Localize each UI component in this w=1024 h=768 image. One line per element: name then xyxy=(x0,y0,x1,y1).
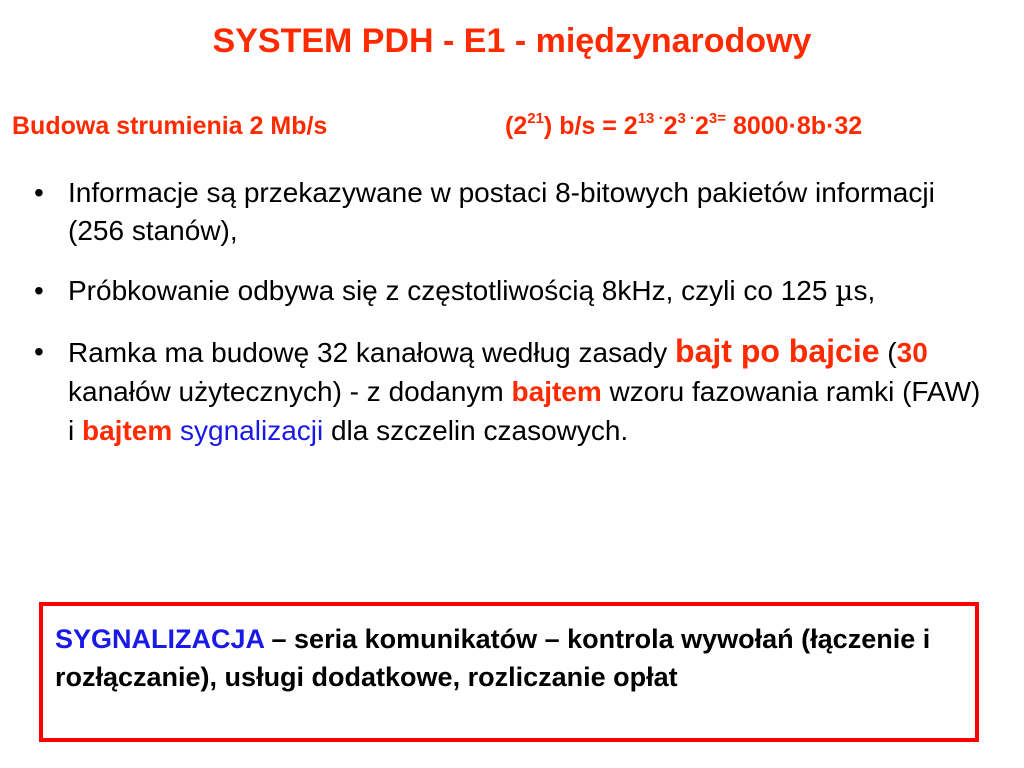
bullet-dot: • xyxy=(34,336,44,367)
bullet-dot: • xyxy=(34,177,44,208)
bitrate-formula: $(2^{21}) b/s = 2^{13}$ $^\cdot 2^3$ $^\cdot 2^{3=}$ 8000·8b·32 xyxy=(505,110,863,140)
bullet-dot: • xyxy=(34,275,44,306)
bullet-text: Próbkowanie odbywa się z częstotliwością 8kHz, czyli co 125 µs, xyxy=(68,274,876,307)
byte-emphasis-signaling: bajtem xyxy=(82,415,173,446)
byte-emphasis-faw: bajtem xyxy=(511,376,602,407)
bullet-list xyxy=(34,174,994,450)
channels-count: 30 xyxy=(896,337,928,368)
bullet-item-packets xyxy=(34,174,994,250)
signaling-term-box: SYGNALIZACJA xyxy=(55,624,265,654)
stream-structure-label: Budowa strumienia 2 Mb/s xyxy=(12,112,328,140)
stream-structure-heading xyxy=(12,110,863,141)
slide-title: SYSTEM PDH - E1 - międzynarodowy xyxy=(212,22,812,60)
bullet-item-frame xyxy=(34,332,994,450)
bullet-text: Ramka ma budowę 32 kanałową według zasady bajt po bajcie (30 kanałów użytecznych) - z dodanym bajtem wzoru fazowania ramki (FAW) i bajtem sygnalizacji dla szczelin czasowych. xyxy=(68,333,981,446)
bullet-item-sampling xyxy=(34,272,994,310)
signaling-definition-box xyxy=(39,602,979,742)
byte-by-byte-emphasis: bajt po bajcie xyxy=(675,333,880,369)
signaling-term: sygnalizacji xyxy=(180,415,324,446)
signaling-definition: – seria komunikatów – kontrola wywołań (łączenie i rozłączanie), usługi dodatkowe, rozliczanie opłat xyxy=(55,624,931,692)
bullet-text: Informacje są przekazywane w postaci 8-bitowych pakietów informacji (256 stanów), xyxy=(68,177,935,246)
